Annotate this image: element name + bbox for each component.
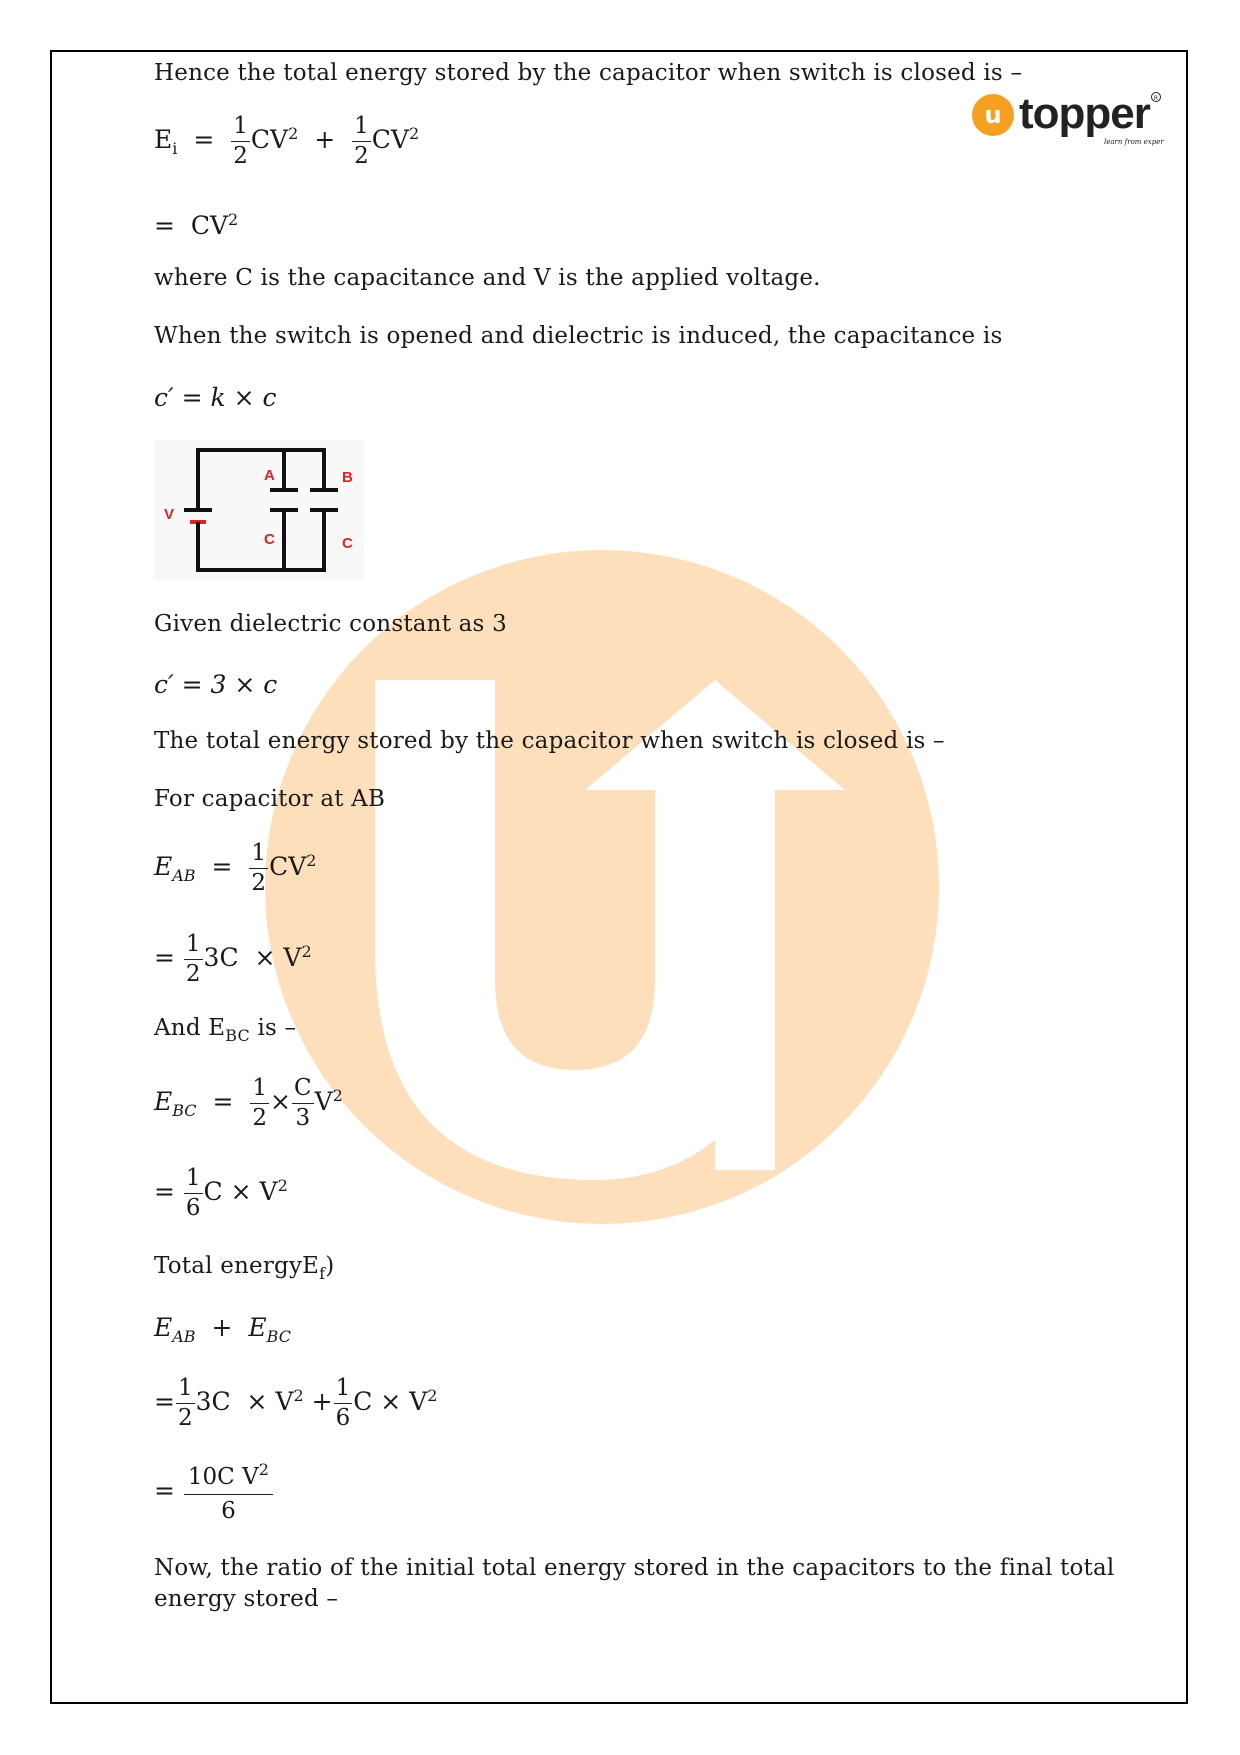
svg-text:u: u [984,101,1002,129]
total-closed-text: The total energy stored by the capacitor when switch is closed is – [154,728,945,754]
equation-final: = $\frac{10C V^2}{6}$ [154,1462,274,1523]
equation-sum: = $\frac{1}{2}$ $3C \times V^2$ + $\frac{1}{6}$ $C \times V^2$ [154,1375,438,1431]
equation-ebc-value: = $\frac{1}{6}$ $C \times V^2$ [154,1165,288,1221]
svg-text:B: B [342,469,353,486]
intro-text: Hence the total energy stored by the capacitor when switch is closed is – [154,60,1023,86]
switch-open-text: When the switch is opened and dielectric is induced, the capacitance is [154,323,1003,349]
svg-text:C: C [342,535,353,552]
equation-eab-value: = $\frac{1}{2}$ $3C \times V^2$ [154,931,312,987]
svg-text:learn from experts: learn from experts [1104,138,1164,146]
ratio-text: Now, the ratio of the initial total energy stored in the capacitors to the final total [154,1555,1115,1581]
svg-text:V: V [164,506,175,523]
equation-ebc: $E_{BC}$ = $\frac{1}{2}$ × $\frac{C}{3}$ $V^2$ [154,1075,343,1131]
equation-eab: $E_{AB}$ = $\frac{1}{2}$ $CV^2$ [154,840,317,896]
for-ab-text: For capacitor at AB [154,786,386,812]
svg-text:A: A [264,467,275,484]
equation-ei: $E_i$ = $\frac{1}{2}$ $CV^2$ + $\frac{1}{2}$ $CV^2$ [154,113,420,169]
given-text: Given dielectric constant as 3 [154,611,507,637]
circuit-diagram [154,440,364,580]
logo-mark-icon [972,90,1164,150]
equation-cv2: = $CV^2$ [154,210,239,240]
svg-text:R: R [1153,95,1159,102]
where-text: where C is the capacitance and V is the applied voltage. [154,265,821,291]
topper-logo [972,90,1164,150]
and-ebc-text: And $E_{BC}$ is – [154,1015,297,1045]
equation-eab-plus-ebc: $E_{AB} + E_{BC}$ [154,1313,291,1346]
watermark-logo [265,550,940,1225]
equation-c-prime-3: c′ = 3 × c [154,670,278,699]
total-energy-text: Total energyE$_f$) [154,1253,335,1283]
ratio-text-cont: energy stored – [154,1586,339,1612]
svg-text:C: C [264,531,275,548]
svg-text:topper: topper [1019,90,1150,138]
equation-c-prime-k: c′ = k × c [154,383,277,412]
